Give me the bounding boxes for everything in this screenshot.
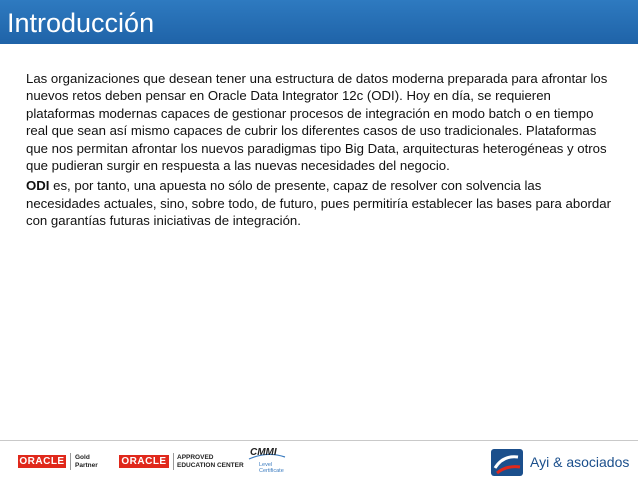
cmmi-brand: CMMI bbox=[250, 447, 277, 458]
education-center-label: EDUCATION CENTER bbox=[177, 462, 244, 469]
logo-separator bbox=[70, 453, 71, 470]
odi-rest: es, por tanto, una apuesta no sólo de presente, capaz de resolver con solvencia las necesidades actuales, sino, sobre todo, de futuro, pues permitiría establecer las bases para abordar con garantías futuras iniciativas de integración. bbox=[26, 178, 611, 229]
logo-separator bbox=[173, 453, 174, 470]
page-title: Introducción bbox=[7, 8, 155, 38]
oracle-edu-logo: ORACLE bbox=[119, 455, 169, 468]
cmmi-level-label: Level bbox=[259, 462, 273, 468]
oracle-gold-logo: ORACLE bbox=[19, 456, 65, 467]
footer-divider bbox=[0, 440, 638, 441]
approved-label: APPROVED bbox=[177, 454, 214, 461]
ayi-logo-icon bbox=[491, 449, 523, 476]
paragraph-intro: Las organizaciones que desean tener una estructura de datos moderna preparada para afrontar los nuevos retos deben pensar en Oracle Data Integrator 12c (ODI). Hoy en día, se requieren plataformas modernas capaces de gestionar procesos de integración en modo batch o en tiempo real que sean así mismo capaces de cubrir los diferentes casos de uso tradicionales. Plataformas que nos permitan afrontar los nuevos paradigmas tipo Big Data, arquitecturas heterogéneas y otros que pudieran surgir en respuesta a las nuevas necesidades del negocio. bbox=[26, 71, 608, 174]
odi-strong: ODI bbox=[26, 178, 50, 194]
cmmi-certificate-label: Certificate bbox=[259, 468, 284, 474]
cmmi-logo bbox=[247, 447, 287, 475]
company-name: Ayi & asociados bbox=[530, 454, 630, 470]
body-text bbox=[26, 70, 611, 233]
partner-label: Partner bbox=[75, 462, 98, 469]
paragraph-odi bbox=[26, 177, 611, 229]
gold-label: Gold bbox=[75, 454, 90, 461]
title-bar bbox=[0, 0, 638, 44]
